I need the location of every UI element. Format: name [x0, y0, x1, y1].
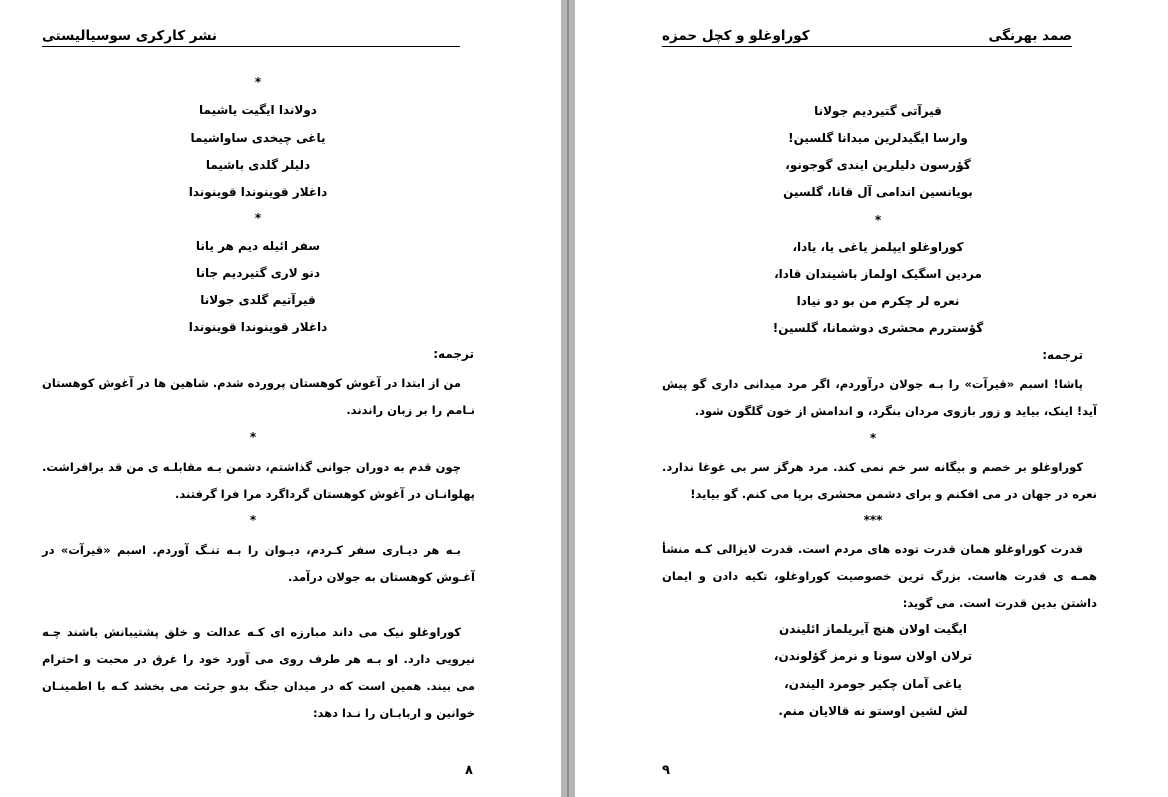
separator-star: *: [249, 513, 257, 527]
verse-line: کوراوغلو ایپلمز یاغی یا، یادا،: [792, 240, 964, 254]
translation-label: ترجمه:: [1042, 348, 1083, 362]
verse-line: قیرآتی گتیردیم جولانا: [814, 104, 942, 118]
verse-star: *: [254, 75, 262, 89]
translation-label: ترجمه:: [433, 347, 474, 361]
separator-triple-star: ***: [863, 513, 883, 527]
separator-star: *: [249, 430, 257, 444]
paragraph: قدرت کوراوغلو همان قدرت توده های مردم است. قدرت لایزالی کـه منشأ همـه ی قدرت هاست. بزرگ ترین خصوصیت کوراوغلو، تکیه دادن و ایمان داشتن بدین قدرت است. می گوید:: [662, 542, 1097, 610]
paragraph: پاشا! اسبم «قیرآت» را بـه جولان درآوردم، اگر مرد میدانی داری گو پیش آید! اینک، بیاید و زور بازوی مردان بنگرد، و اندامش از خون گلگون شود.: [662, 377, 1097, 418]
left-page-header: [42, 26, 460, 47]
right-header-title: کوراوغلو و کچل حمزه: [662, 28, 810, 44]
verse-line: ایگیت اولان هنچ آیریلماز ائلیندن: [779, 622, 967, 636]
right-page: [575, 0, 1168, 797]
verse-line: لش لشین اوستو نه قالایان منم.: [778, 704, 968, 718]
verse-star: *: [874, 213, 882, 227]
right-header-author: صمد بهرنگی: [988, 28, 1072, 44]
verse-line: نعره لر چکرم من بو دو نیادا: [796, 294, 960, 308]
verse-line: گؤرسون دلیلرین ایندی گوجونو،: [785, 158, 971, 172]
paragraph: کوراوغلو بر خصم و بیگانه سر خم نمی کند. مرد هرگز سر بی غوغا ندارد. نعره در جهان در می افکنم و برای دشمن محشری برپا می کنم. گو بیاید!: [662, 460, 1097, 501]
verse-line: گؤستررم محشری دوشمانا، گلسین!: [772, 321, 984, 335]
verse-line: قیرآتیم گلدی جولانا: [200, 293, 316, 307]
verse-line: داغلار قوینوندا قوینوندا: [188, 320, 328, 334]
page-number: ۹: [662, 763, 670, 778]
paragraph: کوراوغلو نیک می داند مبارزه ای کـه عدالت و خلق پشتیبانش باشند چـه نیرویی دارد. او بـه هر طرف روی می آورد خود را غرق در محبت و احترام می بیند. همین است که در میدان جنگ بدو جرئت می بخشد کـه با اطمینـان خوانین و اربابـان را نـدا دهد:: [42, 625, 475, 720]
verse-line: دولاندا ایگیت یاشیما: [199, 103, 317, 117]
left-header-title: نشر کارکری سوسیالیستی: [42, 28, 217, 44]
verse-line: دنو لاری گتیردیم جانا: [195, 266, 321, 280]
paragraph: من از ابتدا در آغوش کوهستان پرورده شدم. شاهین ها در آغوش کوهستان نـامم را بر زبان راندند.: [42, 376, 475, 417]
verse-line: دلیلر گلدی باشیما: [205, 158, 311, 172]
right-page-header: [662, 26, 1072, 47]
verse-line: وارسا ایگیدلرین میدانا گلسین!: [788, 131, 968, 145]
verse-line: ترلان اولان سونا و نرمز گؤلوندن،: [773, 649, 973, 663]
gutter-divider: [567, 0, 569, 797]
verse-line: یاغی آمان چکیر جومرد الیندن،: [784, 677, 962, 691]
verse-line: داغلار قوینوندا قوینوندا: [188, 185, 328, 199]
verse-line: بویانسین اندامی آل قانا، گلسین: [783, 185, 973, 199]
page-number: ۸: [465, 763, 473, 778]
verse-line: یاغی چیخدی ساواشیما: [190, 131, 326, 145]
paragraph: بـه هر دیـاری سفر کـردم، دیـوان را بـه تنـگ آوردم. اسبم «قیرآت» در آغـوش کوهستان به جولان درآمد.: [42, 543, 475, 584]
verse-line: مردین اسگیک اولماز باشیندان قادا،: [774, 267, 982, 281]
left-page: [0, 0, 561, 797]
verse-line: سفر ائیله دیم هر یانا: [195, 239, 321, 253]
verse-star: *: [254, 211, 262, 225]
paragraph: چون قدم به دوران جوانی گذاشتم، دشمن بـه مقابلـه ی من قد برافراشت. پهلوانـان در آغوش کوهستان گرداگرد مرا فرا گرفتند.: [42, 460, 475, 501]
separator-star: *: [869, 431, 877, 445]
